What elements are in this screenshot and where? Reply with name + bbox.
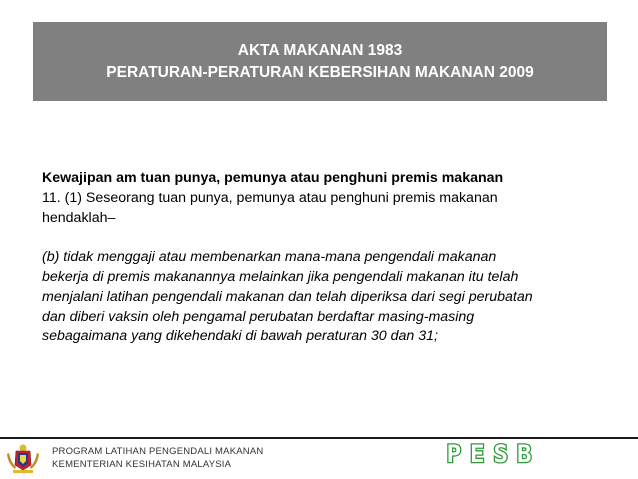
footer-divider [0,437,638,439]
footer-organisation [52,445,263,471]
clause-line-1: 11. (1) Seseorang tuan punya, pemunya atau penghuni premis makanan [42,189,498,206]
section-heading: Kewajipan am tuan punya, pemunya atau penghuni premis makanan [42,170,504,186]
pesb-logo-text: PESB [446,442,541,466]
slide-body [42,169,612,347]
item-b-line-3: menjalani latihan pengendali makanan dan telah diperiksa dari segi perubatan [42,288,533,305]
pesb-logo [425,442,562,466]
item-b-line-5: sebagaimana yang dikehendaki di bawah peraturan 30 dan 31; [42,328,438,345]
footer-org-line-2: KEMENTERIAN KESIHATAN MALAYSIA [52,459,232,470]
slide-title-banner [33,22,607,101]
item-b-line-2: bekerja di premis makanannya melainkan jika pengendali makanan itu telah [42,268,519,285]
item-b-line-1: (b) tidak menggaji atau membenarkan mana-mana pengendali makanan [42,249,497,266]
footer-org-line-1: PROGRAM LATIHAN PENGENDALI MAKANAN [52,446,264,457]
malaysia-crest-icon [6,443,40,475]
clause-line-2: hendaklah– [42,209,116,226]
item-b-line-4: dan diberi vaksin oleh pengamal perubatan berdaftar masing-masing [42,308,475,325]
paragraph-spacer [42,228,612,248]
slide-title-line-1: AKTA MAKANAN 1983 [237,41,403,59]
slide-title-line-2: PERATURAN-PERATURAN KEBERSIHAN MAKANAN 2009 [106,63,534,81]
